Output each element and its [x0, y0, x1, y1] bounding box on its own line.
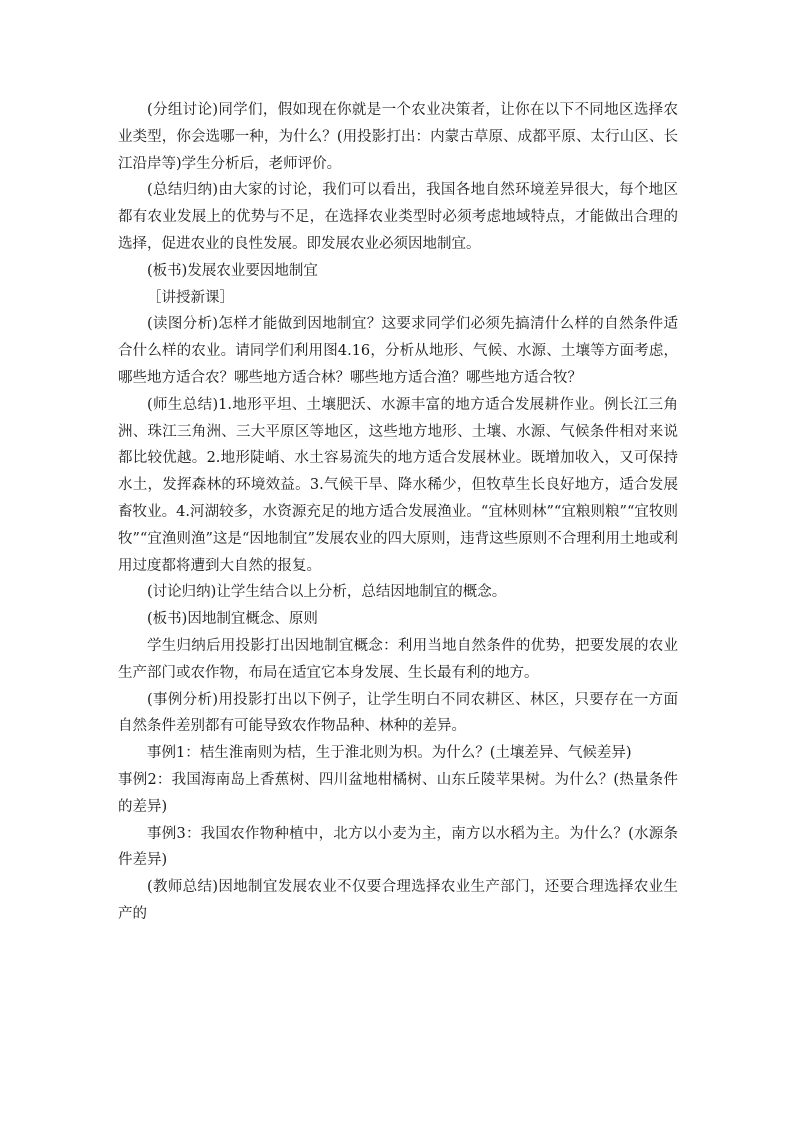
paragraph-teacher-summary: (教师总结)因地制宜发展农业不仅要合理选择农业生产部门，还要合理选择农业生产的: [118, 879, 678, 922]
paragraph-example-3: 事例3：我国农作物种植中，北方以小麦为主，南方以水稻为主。为什么？(水源条件差异): [118, 825, 678, 869]
paragraph-case-analysis: (事例分析)用投影打出以下例子，让学生明白不同农耕区、林区，只要存在一方面自然条件差别都有可能导致农作物品种、林种的差异。: [118, 691, 678, 735]
paragraph-group-discussion: (分组讨论)同学们，假如现在你就是一个农业决策者，让你在以下不同地区选择农业类型，你会选哪一种，为什么？(用投影打出：内蒙古草原、成都平原、太行山区、长江沿岸等)学生分析后，老师评价。: [118, 102, 678, 172]
paragraph-map-analysis: (读图分析)怎样才能做到因地制宜？这要求同学们必须先搞清什么样的自然条件适合什么样的农业。请同学们利用图4.16，分析从地形、气候、水源、土壤等方面考虑，哪些地方适合农？哪些地方适合林？哪些地方适合渔？哪些地方适合牧？: [118, 316, 678, 386]
document-body: [118, 97, 678, 928]
paragraph-board-writing-2: (板书)因地制宜概念、原则: [147, 611, 318, 628]
paragraph-concept: 学生归纳后用投影打出因地制宜概念：利用当地自然条件的优势，把要发展的农业生产部门或农作物，布局在适宜它本身发展、生长最有利的地方。: [118, 637, 678, 681]
paragraph-teacher-student-summary: (师生总结)1.地形平坦、土壤肥沃、水源丰富的地方适合发展耕作业。例长江三角洲、珠江三角洲、三大平原区等地区，这些地方地形、土壤、水源、气候条件相对来说都比较优越。2.地形陡峭、水土容易流失的地方适合发展林业。既增加收入，又可保持水土，发挥森林的环境效益。3.气候干旱、降水稀少，但牧草生长良好地方，适合发展畜牧业。4.河湖较多，水资源充足的地方适合发展渔业。“宜林则林”“宜粮则粮”“宜牧则牧”“宜渔则渔”这是“因地制宜”发展农业的四大原则，违背这些原则不合理利用土地或利用过度都将遭到大自然的报复。: [118, 396, 678, 574]
paragraph-example-2: 事例2：我国海南岛上香蕉树、四川盆地柑橘树、山东丘陵苹果树。为什么？(热量条件的差异): [118, 771, 678, 815]
paragraph-discussion-conclusion: (讨论归纳)让学生结合以上分析，总结因地制宜的概念。: [147, 584, 507, 601]
paragraph-new-lesson-heading: ［讲授新课］: [147, 289, 234, 306]
paragraph-summary: (总结归纳)由大家的讨论，我们可以看出，我国各地自然环境差异很大，每个地区都有农业发展上的优势与不足，在选择农业类型时必须考虑地域特点，才能做出合理的选择，促进农业的良性发展。即发展农业必须因地制宜。: [118, 182, 678, 252]
paragraph-example-1: 事例1：桔生淮南则为桔，生于淮北则为枳。为什么？(土壤差异、气候差异): [147, 745, 632, 762]
paragraph-board-writing-1: (板书)发展农业要因地制宜: [147, 262, 318, 279]
